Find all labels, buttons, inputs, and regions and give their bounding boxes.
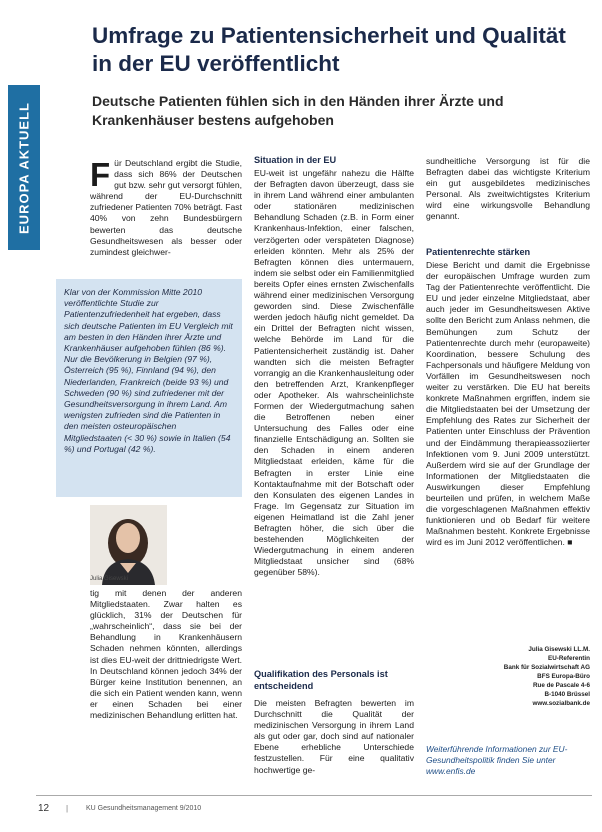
column3-top [426, 156, 590, 231]
section-tab [8, 85, 40, 250]
author-photo [90, 505, 167, 585]
article-title: Umfrage zu Patientensicherheit und Qualität in der EU veröffentlicht [92, 23, 566, 76]
column1-text: tig mit denen der anderen Mitgliedstaaten. Zwar halten es glücklich, 31% der Deutschen für „wahrscheinlich“, dass sie bei der Behandlung in Krankenhäusern Schaden nehmen könnten, allerdings ist dies EU-weit der drittniedrigste Wert. In Deutschland können jedoch 34% der Bürger keine Institution benennen, an die sich ein Patient wenden kann, wenn er einen Schaden bei einer medizinischen Behandlung erlitten hat. [90, 588, 242, 721]
section-qualification-text: Die meisten Befragten bewerten im Durchschnitt die Qualität der medizinischen Versorgung in ihrem Land als gut oder gar, doch sind auf nationaler Ebene erhebliche Unterschiede festzustellen. Für eine qualitativ hochwertige ge- [254, 698, 414, 775]
signature-line: B-1040 Brüssel [544, 691, 590, 698]
signature-line: Rue de Pascale 4-6 [532, 682, 590, 689]
section-eu-text: EU-weit ist ungefähr nahezu die Hälfte der Befragten davon überzeugt, dass sie in ihrem Land während einer ambulanten oder stationären medizinischen Behandlung Schaden (z.B. in Form einer Krankenhaus-Infektion, einer falschen, verzögerten oder verspäteten Diagnose) erleiden könnten. Mehr als 25% der Befragten können dies untermauern, indem sie selbst oder ein Familienmitglied bereits Opfer eines ernsten Zwischenfalls während einer medizinischen Versorgung geworden sind. Diese Zwischenfälle werden jedoch häufig nicht gemeldet. Da ein Drittel der Befragten nicht wissen, welche Behörde im Land für die Patientensicherheit zuständig ist. Daher wandten sich die meisten Befragter vorrangig an die Krankenhausleitung oder den betreffenden Arzt, Krankenpfleger oder Apotheker. Als wahrscheinlichste Formen der Wiedergutmachung sahen die Betroffenen neben einer Untersuchung des Falles oder eine finanzielle Entschädigung an. Sollten sie den Schaden in einem anderen Mitgliedstaat erleiden, käme für die Befragten in erster Linie eine Kontaktaufnahme mit der Botschaft oder den Konsulaten des eigenen Landes in Frage. Im Gegensatz zur Situation im eigenen Heimatland ist die Zahl jener Befragten höher, die sich über die bestehenden Möglichkeiten der Wiedergutmachung in einem anderen Mitgliedstaat unsicher sind (68% gegenüber 58%). [254, 168, 414, 578]
column3-top-text: sundheitliche Versorgung ist für die Befragten dabei das wichtigste Kriterium ein gut ausgebildetes medizinisches Personal. Als zweitwichtigstes Kriterium wird eine wirkungsvolle Behandlung genannt. [426, 156, 590, 222]
footer-separator: | [66, 804, 69, 813]
publication-name: KU Gesundheitsmanagement 9/2010 [86, 805, 202, 812]
section-eu-body [254, 168, 414, 646]
section-heading-rights: Patientenrechte stärken [426, 247, 531, 257]
signature-line: www.sozialbank.de [532, 700, 590, 707]
highlight-box [56, 279, 242, 497]
drop-cap: F [90, 156, 111, 193]
section-rights-body [426, 260, 590, 632]
column1-continuation [90, 588, 242, 756]
intro-text: ür Deutschland ergibt die Studie, dass sich 86% der Deutschen gut bzw. sehr gut versorgt fühlen, während der EU-Durchschnitt zufriedener Patienten 70% beträgt. Fast 40% von zehn Bundesbürgern bewerten das deutsche Gesundheitswesen als besser oder zumindest gleichwer- [90, 158, 242, 257]
footer-divider [36, 795, 592, 796]
further-info-note: Weiterführende Informationen zur EU-Gesundheitspolitik finden Sie unter www.enfis.de [426, 744, 568, 776]
section-rights-text: Diese Bericht und damit die Ergebnisse der europäischen Umfrage wurden zum Tag der Patientenrechte veröffentlicht. Die EU und jeder einzelne Mitgliedstaat, aber auch jeder im Gesundheitswesen Aktive sollte den Bericht zum Anlass nehmen, die Bemühungen zum Schutz der Patientenrechte durch mehr (europaweite) Koordination, bessere Schulung des Fachpersonals und häufigere Meldung von Vorfällen im Gesundheitswesen noch weiter zu verstärken. Die EU hat bereits konkrete Maßnahmen ergriffen, indem sie die Mitgliedstaaten bei der Umsetzung der Empfehlung des Rates zur Sicherheit der Patienten unter Einschluss der Prävention und der Eindämmung therapieassoziierter Infektionen vom 9. Juni 2009 unterstützt. Außerdem wird sie auf der Grundlage der Informationen der Mitgliedstaaten die Auswirkungen dieser Empfehlung beurteilen und prüfen, in welchem Maße die vorgeschlagenen Maßnahmen effektiv funktionieren und ob Bedarf für weitere Maßnahmen besteht. Konkrete Ergebnisse wird es im Juni 2012 veröffentlichen. ■ [426, 260, 590, 548]
signature-line: BFS Europa-Büro [537, 673, 590, 680]
intro-paragraph [90, 158, 242, 261]
section-heading-qualification: Qualifikation des Personals ist entscheidend [254, 669, 388, 691]
signature-line: EU-Referentin [548, 655, 590, 662]
signature-line: Bank für Sozialwirtschaft AG [503, 664, 590, 671]
highlight-text: Klar von der Kommission Mitte 2010 veröffentlichte Studie zur Patientenzufriedenheit hat ergeben, dass sich deutsche Patienten im EU Vergleich mit am besten in den Händen ihrer Ärzte und Krankenhäuser aufgehoben fühlen (86 %). Nur die Bevölkerung in Belgien (97 %), Österreich (95 %), Finnland (94 %), den Niederlanden, Frankreich (beide 93 %) und Schweden (90 %) sind zufriedener mit der Gesundheitsversorgung in ihrem Land. Am wenigsten zufrieden sind die Patienten in den meisten osteuropäischen Mitgliedstaaten (< 30 %) sowie in Italien (54 %) und Portugal (42 %). [64, 287, 233, 454]
article-subtitle: Deutsche Patienten fühlen sich in den Händen ihrer Ärzte und Krankenhäuser bestens aufgehoben [92, 93, 504, 128]
signature-line: Julia Gisewski LL.M. [528, 646, 590, 653]
section-tab-label: EUROPA AKTUELL [16, 101, 32, 234]
page-number: 12 [38, 803, 50, 814]
portrait-image [90, 505, 167, 585]
section-qualification-body [254, 698, 414, 775]
section-heading-eu: Situation in der EU [254, 155, 337, 165]
photo-caption: Julia Gisewski [90, 576, 129, 582]
author-signature [470, 645, 590, 708]
